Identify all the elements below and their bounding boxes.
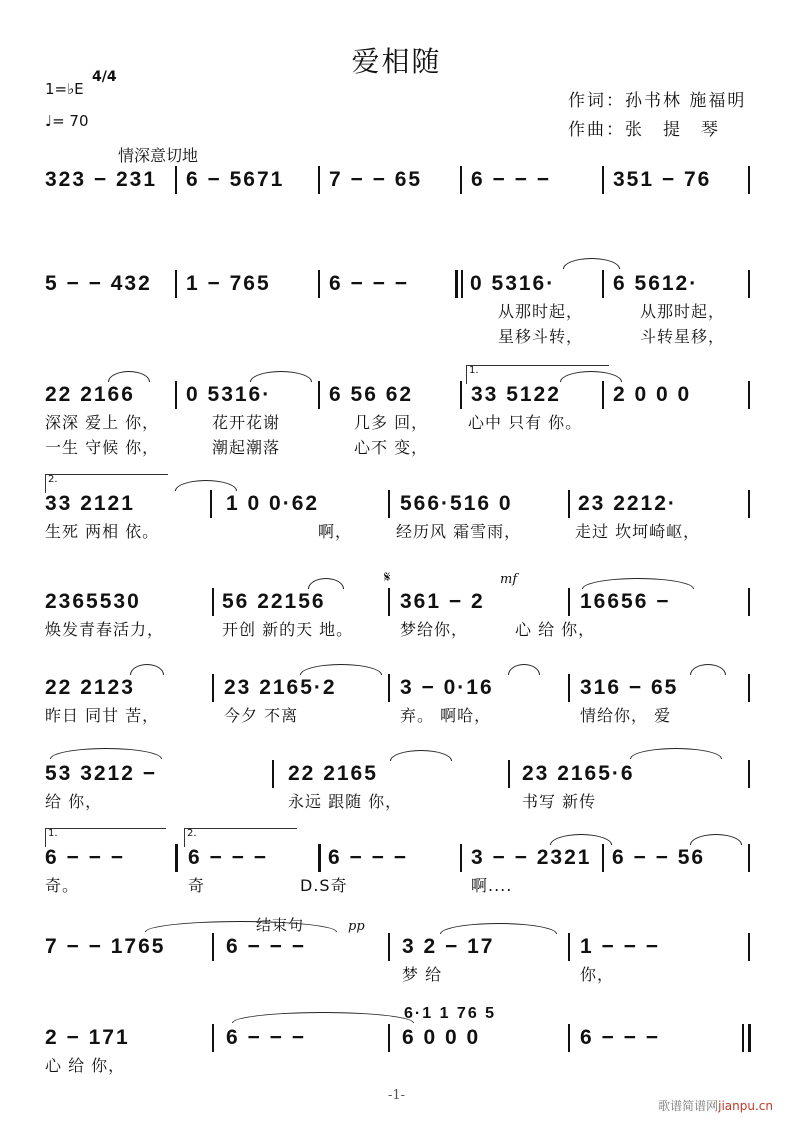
lyric: 昨日 同甘 苦， (45, 706, 160, 725)
watermark-site-name: 歌谱简谱网 (658, 1099, 719, 1113)
barline (568, 674, 570, 702)
volta-first: 1. (466, 365, 609, 384)
barline (748, 270, 750, 298)
measure: 1 − − − (580, 935, 660, 958)
barline (388, 674, 390, 702)
lyric: 书写 新传 (522, 792, 597, 811)
barline (602, 381, 604, 409)
measure: 6 − − − (471, 168, 551, 191)
barline (748, 588, 750, 616)
measure: 23 2165·2 (224, 676, 337, 699)
lyric: 花开花谢 (212, 413, 281, 432)
lyric: 从那时起， (498, 302, 584, 321)
measure: 0 5316· (186, 383, 272, 406)
measure: 56 22156 (222, 590, 326, 613)
lyric: 生死 两相 依。 (45, 522, 160, 541)
measure: 6 − − − (226, 935, 306, 958)
dynamic-mf: mf (500, 572, 518, 587)
measure: 361 − 2 (400, 590, 485, 613)
volta-second: 2. (184, 828, 297, 847)
measure: 323 − 231 (45, 168, 158, 191)
barline (748, 166, 750, 194)
measure: 6 − − − (226, 1026, 306, 1049)
barline (568, 1024, 570, 1052)
barline (748, 381, 750, 409)
upper-voice: 6·1 1 76 5 (404, 1005, 497, 1022)
lyric: 奇 (188, 876, 206, 895)
lyric: 斗转星移， (640, 327, 726, 346)
barline (175, 166, 177, 194)
lyric: D.S奇 (300, 876, 348, 895)
score-line-10 (0, 1005, 793, 1138)
lyric: 永远 跟随 你， (288, 792, 403, 811)
lyric: 走过 坎坷崎岖， (575, 522, 701, 541)
measure: 2365530 (45, 590, 141, 613)
barline (568, 490, 570, 518)
barline (175, 381, 177, 409)
expression-marking: 情深意切地 (118, 146, 199, 165)
measure: 6 56 62 (329, 383, 414, 406)
measure: 1 − 765 (186, 272, 271, 295)
measure: 16656 − (580, 590, 671, 613)
lyric: 一生 守候 你， (45, 438, 160, 457)
measure: 6 − − 56 (612, 846, 706, 869)
measure: 6 − − − (328, 846, 408, 869)
measure: 33 5122 (471, 383, 561, 406)
measure: 6 − − − (45, 846, 125, 869)
barline (210, 490, 212, 518)
measure: 316 − 65 (580, 676, 679, 699)
barline (460, 166, 462, 194)
time-signature: 4/4 (92, 69, 117, 85)
measure: 6 0 0 0 (402, 1026, 481, 1049)
lyric: 梦 给 (402, 965, 443, 984)
measure: 7 − − 65 (329, 168, 423, 191)
measure: 2 − 171 (45, 1026, 130, 1049)
measure: 7 − − 1765 (45, 935, 166, 958)
measure: 6 − − − (329, 272, 409, 295)
key-signature: 1=♭E (45, 80, 84, 98)
barline (742, 1024, 744, 1052)
measure: 5 − − 432 (45, 272, 152, 295)
lyric: 今夕 不离 (224, 706, 299, 725)
barline (212, 588, 214, 616)
measure: 6 − − − (188, 846, 268, 869)
lyric: 心 给 你， (515, 620, 596, 639)
measure: 23 2165·6 (522, 762, 635, 785)
barline (748, 490, 750, 518)
volta-second: 2. (45, 474, 168, 493)
lyric: 心 给 你， (45, 1056, 126, 1075)
ending-label: 结束句 (256, 916, 305, 934)
lyric: 你， (580, 965, 615, 984)
barline (460, 381, 462, 409)
barline (508, 760, 510, 788)
barline (568, 933, 570, 961)
barline (175, 270, 177, 298)
segno-sign: 𝄋 (384, 568, 391, 586)
barline (318, 381, 320, 409)
lyric: 从那时起， (640, 302, 726, 321)
final-barline (748, 1024, 751, 1052)
barline (212, 1024, 214, 1052)
song-title: 爱相随 (351, 45, 442, 78)
measure: 566·516 0 (400, 492, 513, 515)
measure: 3 − 0·16 (400, 676, 494, 699)
lyric: 心中 只有 你。 (468, 413, 583, 432)
lyricist-credit: 作词：孙书林 施福明 (568, 91, 747, 111)
volta-first: 1. (45, 828, 166, 847)
measure: 2 0 0 0 (613, 383, 692, 406)
lyric: 深深 爱上 你， (45, 413, 160, 432)
barline (212, 674, 214, 702)
barline (602, 844, 604, 872)
repeat-end-barline (175, 844, 178, 872)
barline (602, 166, 604, 194)
measure: 3 − − 2321 (471, 846, 592, 869)
lyric: 几多 回， (354, 413, 429, 432)
measure: 6 − 5671 (186, 168, 285, 191)
lyric: 啊， (318, 522, 353, 541)
barline (318, 270, 320, 298)
lyric: 潮起潮落 (212, 438, 281, 457)
measure: 33 2121 (45, 492, 135, 515)
barline (388, 490, 390, 518)
lyric: 弃。 啊哈， (400, 706, 492, 725)
measure: 351 − 76 (613, 168, 712, 191)
dynamic-pp: pp (348, 919, 365, 934)
measure: 3 2 − 17 (402, 935, 495, 958)
double-barline (318, 844, 321, 872)
lyric: 开创 新的天 地。 (222, 620, 354, 639)
composer-credit: 作曲：张 提 琴 (568, 120, 720, 140)
repeat-start-barline (455, 270, 458, 298)
barline (318, 166, 320, 194)
watermark-site-url: jianpu.cn (718, 1099, 773, 1113)
measure: 6 5612· (613, 272, 699, 295)
barline (212, 933, 214, 961)
score-line-2 (0, 272, 793, 384)
barline (388, 1024, 390, 1052)
barline (748, 933, 750, 961)
measure: 22 2123 (45, 676, 135, 699)
measure: 23 2212· (578, 492, 677, 515)
tempo-marking: ♩= 70 (45, 112, 89, 130)
lyric: 给 你， (45, 792, 103, 811)
measure: 6 − − − (580, 1026, 660, 1049)
lyric: 焕发青春活力， (45, 620, 165, 639)
measure: 22 2165 (288, 762, 378, 785)
barline (460, 844, 462, 872)
lyric: 星移斗转， (498, 327, 584, 346)
barline (568, 588, 570, 616)
lyric: 奇。 (45, 876, 80, 895)
score-line-1 (0, 168, 793, 280)
page-number: -1- (387, 1088, 406, 1103)
measure: 1 0 0·62 (226, 492, 320, 515)
barline (602, 270, 604, 298)
barline (388, 933, 390, 961)
barline (748, 674, 750, 702)
barline (748, 760, 750, 788)
measure: 53 3212 − (45, 762, 158, 785)
barline (748, 844, 750, 872)
barline (388, 588, 390, 616)
lyric: 心不 变， (354, 438, 429, 457)
measure: 22 2166 (45, 383, 135, 406)
watermark (658, 1097, 773, 1114)
lyric: 经历风 霜雪雨， (396, 522, 522, 541)
barline (461, 270, 463, 298)
lyric: 梦给你， (400, 620, 469, 639)
lyric: 啊.... (471, 876, 513, 895)
lyric: 情给你， 爱 (580, 706, 672, 725)
measure: 0 5316· (470, 272, 556, 295)
barline (272, 760, 274, 788)
